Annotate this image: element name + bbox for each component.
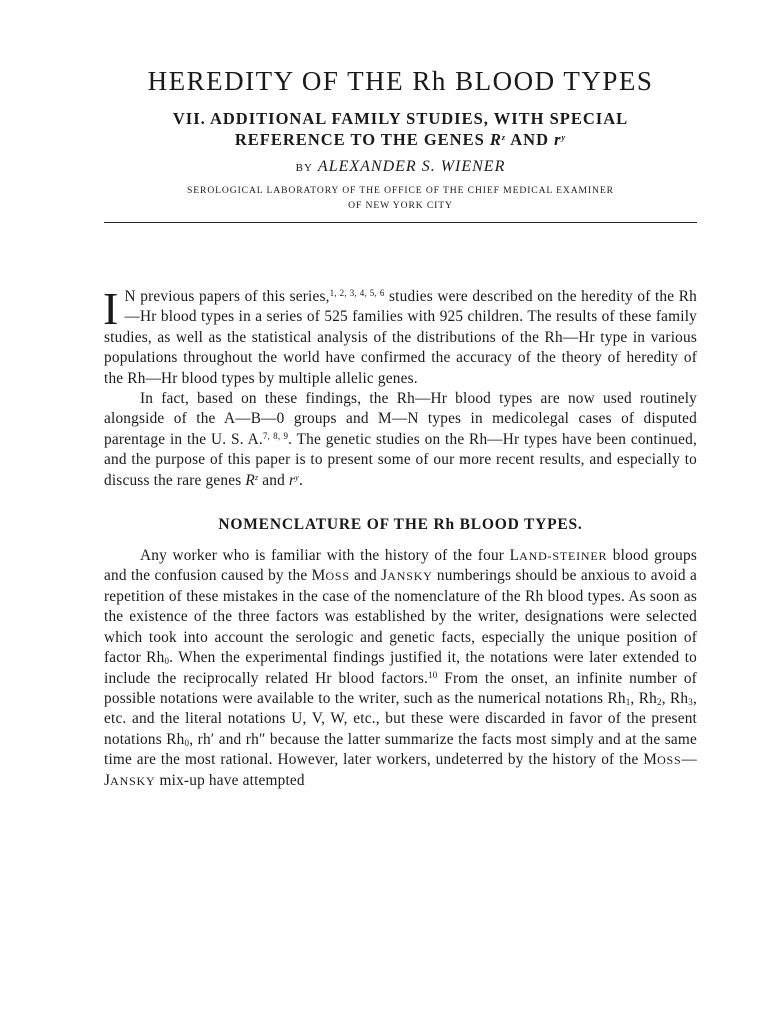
gene-symbol-r: $r^y$ [554, 130, 567, 149]
reference-markers: 1, 2, 3, 4, 5, 6 [329, 288, 385, 298]
gene-symbol-R: $R^z$ [489, 130, 507, 149]
article-title: HEREDITY OF THE Rh BLOOD TYPES [147, 66, 654, 96]
gene-symbol-R: $R^z$ [245, 471, 259, 489]
article-subtitle [104, 108, 697, 150]
name-landsteiner: LAND-STEINER [509, 547, 608, 565]
gene-symbol-r: $r^y$ [289, 471, 299, 489]
name-jansky: JANSKY [381, 567, 433, 585]
byline-by: BY [295, 162, 313, 174]
name-jansky: JANSKY [104, 771, 156, 789]
subtitle-and: AND [506, 130, 555, 149]
affiliation-line-1: SEROLOGICAL LABORATORY OF THE OFFICE OF THE CHIEF MEDICAL EXAMINER [187, 185, 614, 196]
subtitle-line-2 [104, 129, 697, 150]
intro-paragraph-1: I N previous papers of this series,$^{1, 2, 3, 4, 5, 6}$ studies were described on the heredity of the Rh—Hr blood types in a series of 525 families with 925 children. The results of these family studies, as well as the statistical analysis of the distributions of the Rh—Hr type in various populations throughout the world have confirmed the accuracy of the theory of heredity of the Rh—Hr blood types by multiple allelic genes. [103, 283, 697, 387]
article-page [104, 64, 697, 791]
subtitle-text: REFERENCE TO THE GENES [234, 130, 490, 149]
name-moss: MOSS [643, 751, 682, 769]
section-paragraph: Any worker who is familiar with the history of the four LAND-STEINER blood groups and the confusion caused by the MOSS and JANSKY numberings should be anxious to avoid a repetition of these mistakes in the case of the nomenclature of the Rh blood types. As soon as the existence of the three factors was established by the writer, designations were selected which took into account the serologic and genetic facts, especially the unique position of factor $Rh_0$. When the experimental findings justified it, the notations were later extended to include the reciprocally related Hr blood factors.$^{10}$ From the onset, an infinite number of possible notations were available to the writer, such as the numerical notations $Rh_1$, $Rh_2$, $Rh_3$, etc. and the literal notations U, V, W, etc., but these were discarded in favor of the present notations $Rh_0$, rh′ and rh″ because the latter summarize the facts most simply and at the same time are the most rational. However, later workers, undeterred by the history of the MOSS—JANSKY mix-up have attempted [104, 547, 697, 789]
drop-cap: I [103, 283, 119, 334]
affiliation-line-2: OF NEW YORK CITY [348, 200, 453, 211]
subtitle-line-1: VII. ADDITIONAL FAMILY STUDIES, WITH SPECIAL [172, 109, 629, 128]
name-moss: MOSS [311, 567, 350, 585]
intro-paragraph-2: In fact, based on these findings, the Rh—Hr blood types are now used routinely alongside of the A—B—0 groups and M—N types in medicolegal cases of disputed parentage in the U. S. A.$^{7, 8, 9}$. The genetic studies on the Rh—Hr types have been continued, and the purpose of this paper is to present some of our more recent results, and especially to discuss the rare genes $R^z$ and $r^y$. [104, 390, 697, 489]
author-name: ALEXANDER S. WIENER [317, 158, 506, 175]
byline [104, 157, 697, 178]
reference-markers: 7, 8, 9 [262, 430, 289, 441]
section-heading: NOMENCLATURE OF THE Rh BLOOD TYPES. [218, 516, 583, 534]
header-divider [104, 222, 697, 223]
affiliation [104, 183, 697, 213]
reference-marker: 10 [428, 669, 438, 680]
